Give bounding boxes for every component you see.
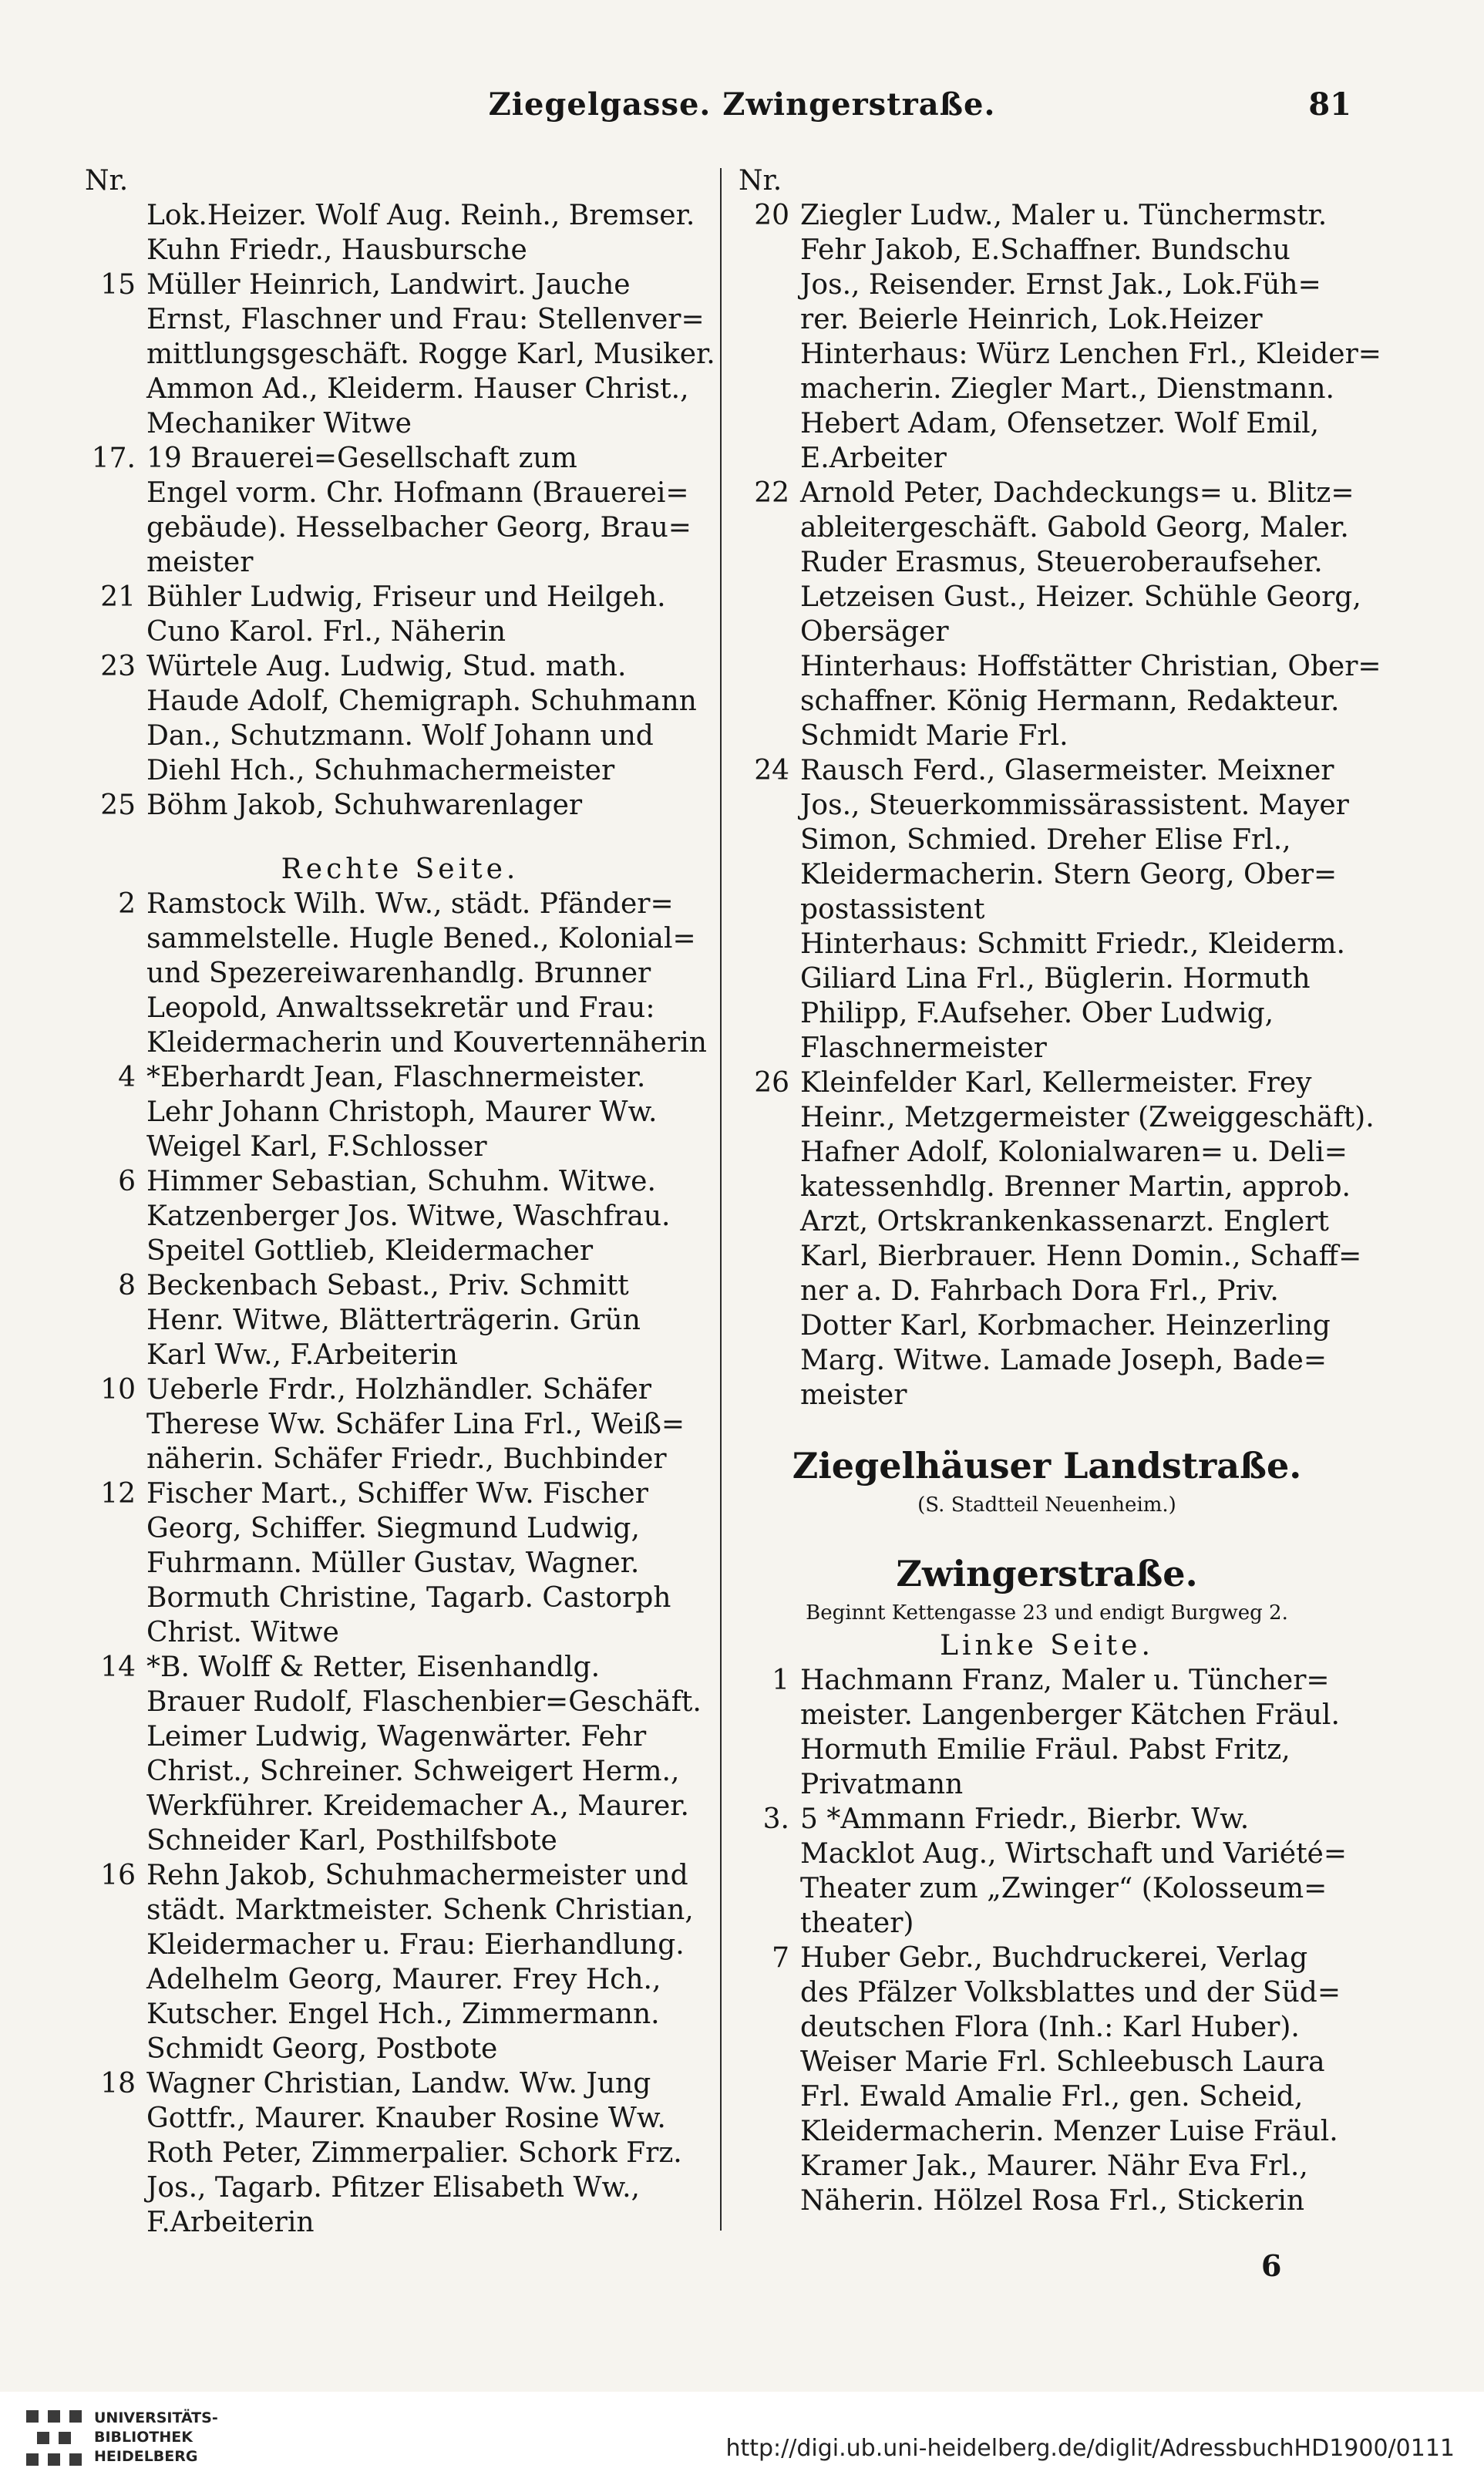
entry-text: Dan., Schutzmann. Wolf Johann und: [146, 720, 654, 752]
entry-line: [739, 476, 1355, 510]
entry-line: [85, 441, 715, 476]
house-number: 17.: [91, 443, 136, 474]
entry-line: [85, 1477, 715, 1511]
entry-line: [739, 857, 1355, 892]
spacer: [85, 823, 715, 852]
entry-line: [85, 2170, 715, 2205]
entry-line: [85, 406, 715, 441]
entry-text: *B. Wolff & Retter, Eisenhandlg.: [146, 1652, 601, 1683]
entry-line: [739, 615, 1355, 649]
entry-line: [739, 684, 1355, 719]
house-number: 18: [100, 2068, 136, 2099]
entry-text: Bühler Ludwig, Friseur und Heilgeh.: [146, 581, 666, 613]
entry-text: Christ., Schreiner. Schweigert Herm.,: [146, 1756, 680, 1787]
entry-line: [85, 1095, 715, 1130]
entry-text: Weigel Karl, F.Schlosser: [146, 1131, 487, 1163]
entry-text: Diehl Hch., Schuhmachermeister: [146, 755, 615, 786]
entry-text: Beckenbach Sebast., Priv. Schmitt: [146, 1270, 629, 1301]
entry-text: Engel vorm. Chr. Hofmann (Brauerei=: [146, 477, 689, 509]
entry-line: [739, 1204, 1355, 1239]
entry-line: [739, 268, 1355, 302]
entry-text: Hachmann Franz, Maler u. Tüncher=: [800, 1665, 1330, 1696]
entry-text: Katzenberger Jos. Witwe, Waschfrau.: [146, 1200, 671, 1232]
side-heading: Rechte Seite.: [281, 854, 520, 885]
entry-line: [739, 441, 1355, 476]
entry-line: [85, 545, 715, 580]
entry-text: Georg, Schiffer. Siegmund Ludwig,: [146, 1513, 640, 1544]
entry-line: [85, 1546, 715, 1581]
entry-text: Himmer Sebastian, Schuhm. Witwe.: [146, 1166, 656, 1197]
left-column: [85, 163, 715, 2240]
entry-text: Marg. Witwe. Lamade Joseph, Bade=: [800, 1345, 1328, 1376]
entry-text: Mechaniker Witwe: [146, 408, 412, 439]
entry-line: [85, 1303, 715, 1338]
entry-line: [739, 1802, 1355, 1837]
entry-text: 5 *Ammann Friedr., Bierbr. Ww.: [800, 1803, 1250, 1835]
entry-text: sammelstelle. Hugle Bened., Kolonial=: [146, 923, 696, 955]
entry-line: [739, 1274, 1355, 1308]
entry-text: Werkführer. Kreidemacher A., Maurer.: [146, 1790, 689, 1822]
entry-text: Roth Peter, Zimmerpalier. Schork Frz.: [146, 2137, 682, 2169]
entry-text: Fehr Jakob, E.Schaffner. Bundschu: [800, 234, 1291, 266]
entry-line: [739, 302, 1355, 337]
entry-text: Kleidermacherin. Menzer Luise Fräul.: [800, 2116, 1338, 2147]
entry-text: Letzeisen Gust., Heizer. Schühle Georg,: [800, 581, 1361, 613]
entry-line: [85, 1650, 715, 1685]
entry-line: [85, 887, 715, 921]
entry-text: näherin. Schäfer Friedr., Buchbinder: [146, 1443, 667, 1475]
entry-line: [85, 2066, 715, 2101]
house-number: 14: [100, 1652, 136, 1683]
entry-line: [85, 1372, 715, 1407]
entry-line: [739, 2114, 1355, 2149]
entry-line: [85, 1442, 715, 1477]
entry-line: [739, 719, 1355, 753]
entry-text: Heinr., Metzgermeister (Zweiggeschäft).: [800, 1102, 1375, 1133]
entry-line: [85, 719, 715, 753]
entry-text: Schmidt Georg, Postbote: [146, 2033, 498, 2065]
entry-line: [739, 1378, 1355, 1413]
entry-line: [739, 1732, 1355, 1767]
entry-text: Bormuth Christine, Tagarb. Castorph: [146, 1582, 671, 1614]
entry-line: [739, 2079, 1355, 2114]
entry-text: Jos., Tagarb. Pfitzer Elisabeth Ww.,: [146, 2172, 640, 2204]
entry-line: [739, 337, 1381, 372]
entry-line: [85, 1130, 715, 1164]
entry-line: [85, 1199, 715, 1234]
entry-text: Jos., Steuerkommissärassistent. Mayer: [800, 790, 1349, 821]
entry-text: Simon, Schmied. Dreher Elise Frl.,: [800, 824, 1291, 856]
entry-line: [85, 233, 715, 268]
entry-text: städt. Marktmeister. Schenk Christian,: [146, 1894, 694, 1926]
entry-text: mittlungsgeschäft. Rogge Karl, Musiker.: [146, 338, 715, 370]
entry-line: [85, 1511, 715, 1546]
entry-text: Jos., Reisender. Ernst Jak., Lok.Füh=: [800, 269, 1321, 301]
house-number: 25: [100, 790, 136, 821]
entry-text: Hinterhaus: Hoffstätter Christian, Ober=: [800, 651, 1381, 682]
entry-line: [739, 996, 1355, 1031]
house-number: 3.: [762, 1803, 789, 1835]
entry-line: [739, 788, 1355, 823]
entry-line: [739, 1308, 1355, 1343]
entry-line: [85, 302, 715, 337]
entry-text: Theater zum „Zwinger“ (Kolosseum=: [800, 1873, 1328, 1904]
entry-text: Näherin. Hölzel Rosa Frl., Stickerin: [800, 2185, 1305, 2217]
entry-text: Hebert Adam, Ofensetzer. Wolf Emil,: [800, 408, 1320, 439]
house-number: 23: [100, 651, 136, 682]
entry-text: Haude Adolf, Chemigraph. Schuhmann: [146, 685, 697, 717]
entry-line: [739, 1031, 1355, 1066]
entry-text: Obersäger: [800, 616, 949, 648]
entry-text: Ruder Erasmus, Steueroberaufseher.: [800, 547, 1323, 578]
entry-text: Kleinfelder Karl, Kellermeister. Frey: [800, 1067, 1312, 1099]
entry-line: [85, 1268, 715, 1303]
entry-line: [739, 1906, 1355, 1941]
entry-line: [85, 198, 715, 233]
entry-text: Böhm Jakob, Schuhwarenlager: [146, 790, 583, 821]
entry-text: Karl, Bierbrauer. Henn Domin., Schaff=: [800, 1241, 1362, 1272]
source-url[interactable]: http://digi.ub.uni-heidelberg.de/diglit/AdressbuchHD1900/0111: [725, 2435, 1455, 2462]
entry-line: [739, 1941, 1355, 1975]
house-number: 12: [100, 1478, 136, 1510]
entry-line: [85, 1823, 715, 1858]
entry-text: Christ. Witwe: [146, 1617, 339, 1648]
entry-line: [85, 1407, 715, 1442]
entry-line: [85, 372, 715, 406]
entry-line: [85, 991, 715, 1025]
entry-text: macherin. Ziegler Mart., Dienstmann.: [800, 373, 1334, 405]
entry-text: Ziegler Ludw., Maler u. Tünchermstr.: [800, 200, 1328, 231]
entry-text: katessenhdlg. Brenner Martin, approb.: [800, 1171, 1351, 1203]
entry-line: [85, 337, 715, 372]
entry-line: [85, 2101, 715, 2136]
entry-text: Hinterhaus: Würz Lenchen Frl., Kleider=: [800, 338, 1381, 370]
entry-line: [739, 1767, 1355, 1802]
entry-text: Frl. Ewald Amalie Frl., gen. Scheid,: [800, 2081, 1304, 2113]
entry-text: Ernst, Flaschner und Frau: Stellenver=: [146, 304, 705, 335]
entry-text: Ammon Ad., Kleiderm. Hauser Christ.,: [146, 373, 689, 405]
entry-text: Leimer Ludwig, Wagenwärter. Fehr: [146, 1721, 647, 1753]
entry-text: meister. Langenberger Kätchen Fräul.: [800, 1699, 1340, 1731]
spacer: [739, 1413, 1355, 1442]
entry-text: Brauer Rudolf, Flaschenbier=Geschäft.: [146, 1686, 702, 1718]
nr-label: Nr.: [85, 165, 129, 197]
entry-text: *Eberhardt Jean, Flaschnermeister.: [146, 1062, 646, 1093]
entry-line: [739, 406, 1355, 441]
entry-text: Macklot Aug., Wirtschaft und Variété=: [800, 1838, 1348, 1870]
entry-line: [85, 921, 715, 956]
entry-text: Wagner Christian, Landw. Ww. Jung: [146, 2068, 651, 2099]
entry-text: Kleidermacher u. Frau: Eierhandlung.: [146, 1929, 685, 1961]
street-note: (S. Stadtteil Neuenheim.): [917, 1493, 1176, 1517]
entry-text: deutschen Flora (Inh.: Karl Huber).: [800, 2012, 1300, 2043]
entry-line: [85, 1060, 715, 1095]
entry-line: [739, 649, 1381, 684]
entry-text: Flaschnermeister: [800, 1032, 1047, 1064]
entry-text: theater): [800, 1908, 914, 1939]
entry-line: [85, 1893, 715, 1928]
entry-text: Therese Ww. Schäfer Lina Frl., Weiß=: [146, 1409, 685, 1440]
entry-line: [85, 788, 715, 823]
entry-line: [739, 2149, 1355, 2184]
entry-text: Arnold Peter, Dachdeckungs= u. Blitz=: [800, 477, 1354, 509]
entry-line: [85, 1025, 715, 1060]
house-number: 1: [772, 1665, 789, 1696]
house-number: 10: [100, 1374, 136, 1406]
nr-label: Nr.: [739, 165, 782, 197]
house-number: 21: [100, 581, 136, 613]
entry-text: meister: [146, 547, 254, 578]
entry-line: [85, 684, 715, 719]
entry-line: [85, 1754, 715, 1789]
entry-text: Kuhn Friedr., Hausbursche: [146, 234, 527, 266]
house-number: 20: [754, 200, 789, 231]
entry-text: Lehr Johann Christoph, Maurer Ww.: [146, 1096, 658, 1128]
entry-line: [739, 580, 1361, 615]
house-number: 15: [100, 269, 136, 301]
entry-line: [85, 476, 715, 510]
sheet-number: 6: [1261, 2248, 1282, 2283]
right-column: [739, 163, 1381, 2218]
entry-text: Speitel Gottlieb, Kleidermacher: [146, 1235, 594, 1267]
library-name: UNIVERSITÄTS- BIBLIOTHEK HEIDELBERG: [94, 2409, 218, 2465]
entry-text: Kleidermacherin und Kouvertennäherin: [146, 1027, 707, 1059]
entry-line: [85, 1338, 715, 1372]
entry-line: [85, 615, 715, 649]
entry-line: [739, 1170, 1355, 1204]
entry-line: [85, 1928, 715, 1962]
entry-text: Adelhelm Georg, Maurer. Frey Hch.,: [146, 1964, 661, 1995]
house-number: 24: [754, 755, 789, 786]
entry-text: Lok.Heizer. Wolf Aug. Reinh., Bremser.: [146, 200, 695, 231]
entry-text: Gottfr., Maurer. Knauber Rosine Ww.: [146, 2103, 666, 2134]
house-number: 7: [772, 1942, 789, 1974]
entry-text: schaffner. König Hermann, Redakteur.: [800, 685, 1340, 717]
entry-text: Kutscher. Engel Hch., Zimmermann.: [146, 1998, 660, 2030]
entry-text: postassistent: [800, 894, 985, 925]
entry-text: Leopold, Anwaltssekretär und Frau:: [146, 992, 655, 1024]
running-title: Ziegelgasse. Zwingerstraße.: [488, 86, 996, 123]
entry-text: Hafner Adolf, Kolonialwaren= u. Deli=: [800, 1136, 1348, 1168]
entry-text: rer. Beierle Heinrich, Lok.Heizer: [800, 304, 1263, 335]
entry-text: 19 Brauerei=Gesellschaft zum: [146, 443, 577, 474]
entry-line: [739, 961, 1355, 996]
side-heading: Linke Seite.: [940, 1630, 1154, 1662]
entry-text: Kleidermacherin. Stern Georg, Ober=: [800, 859, 1338, 891]
column-divider: [720, 168, 722, 2231]
entry-text: Cuno Karol. Frl., Näherin: [146, 616, 506, 648]
entry-line: [85, 268, 715, 302]
entry-line: [739, 1343, 1355, 1378]
entry-text: Rausch Ferd., Glasermeister. Meixner: [800, 755, 1334, 786]
entry-line: [739, 1239, 1362, 1274]
entry-line: [739, 510, 1355, 545]
entry-line: [739, 1837, 1355, 1871]
entry-line: [739, 233, 1355, 268]
entry-text: ableitergeschäft. Gabold Georg, Maler.: [800, 512, 1349, 544]
entry-line: [739, 1100, 1375, 1135]
entry-line: [85, 1615, 715, 1650]
house-number: 2: [118, 888, 136, 920]
entry-text: F.Arbeiterin: [146, 2207, 315, 2238]
entry-line: [739, 1975, 1355, 2010]
entry-line: [739, 163, 1355, 198]
entry-line: [739, 1066, 1355, 1100]
house-number: 4: [118, 1062, 136, 1093]
entry-line: [85, 649, 715, 684]
entry-text: Philipp, F.Aufseher. Ober Ludwig,: [800, 998, 1274, 1029]
entry-line: [85, 2032, 715, 2066]
entry-line: [85, 2136, 715, 2170]
entry-text: Schmidt Marie Frl.: [800, 720, 1068, 752]
entry-line: [85, 1719, 715, 1754]
entry-text: Müller Heinrich, Landwirt. Jauche: [146, 269, 631, 301]
house-number: 6: [118, 1166, 136, 1197]
entry-line: [85, 1685, 715, 1719]
entry-line: [739, 927, 1355, 961]
entry-line: [739, 1135, 1355, 1170]
entry-text: E.Arbeiter: [800, 443, 947, 474]
entry-line: [739, 372, 1355, 406]
spacer: [739, 1520, 1355, 1550]
entry-text: Weiser Marie Frl. Schleebusch Laura: [800, 2046, 1325, 2078]
entry-text: des Pfälzer Volksblattes und der Süd=: [800, 1977, 1341, 2009]
library-logo-icon: [22, 2406, 86, 2470]
entry-text: Ueberle Frdr., Holzhändler. Schäfer: [146, 1374, 651, 1406]
entry-line: [739, 2010, 1355, 2045]
entry-line: [739, 1871, 1355, 1906]
entry-line: [739, 2184, 1355, 2218]
entry-text: Hormuth Emilie Fräul. Pabst Fritz,: [800, 1734, 1291, 1766]
entry-text: Henr. Witwe, Blätterträgerin. Grün: [146, 1305, 641, 1336]
page-header: [0, 86, 1484, 133]
house-number: 26: [754, 1067, 789, 1099]
entry-text: Kramer Jak., Maurer. Nähr Eva Frl.,: [800, 2150, 1308, 2182]
entry-line: [85, 956, 715, 991]
entry-line: [739, 823, 1355, 857]
entry-line: [85, 1581, 715, 1615]
entry-line: [85, 1234, 715, 1268]
entry-text: meister: [800, 1379, 907, 1411]
entry-line: [85, 163, 715, 198]
entry-line: [85, 1962, 715, 1997]
street-heading: Ziegelhäuser Landstraße.: [792, 1445, 1302, 1487]
house-number: 16: [100, 1860, 136, 1891]
entry-text: Giliard Lina Frl., Büglerin. Hormuth: [800, 963, 1311, 995]
entry-text: Hinterhaus: Schmitt Friedr., Kleiderm.: [800, 928, 1345, 960]
entry-text: Fischer Mart., Schiffer Ww. Fischer: [146, 1478, 648, 1510]
entry-line: [85, 1858, 715, 1893]
house-number: 8: [118, 1270, 136, 1301]
entry-line: [739, 545, 1355, 580]
street-note: Beginnt Kettengasse 23 und endigt Burgweg 2.: [806, 1601, 1288, 1625]
entry-line: [739, 1698, 1355, 1732]
entry-text: und Spezereiwarenhandlg. Brunner: [146, 958, 651, 989]
entry-line: [739, 2045, 1355, 2079]
entry-line: [85, 1164, 715, 1199]
entry-text: Würtele Aug. Ludwig, Stud. math.: [146, 651, 627, 682]
entry-line: [739, 753, 1355, 788]
entry-line: [739, 198, 1355, 233]
entry-text: Privatmann: [800, 1769, 964, 1800]
street-heading: Zwingerstraße.: [896, 1553, 1198, 1594]
entry-text: Karl Ww., F.Arbeiterin: [146, 1339, 458, 1371]
entry-text: Ramstock Wilh. Ww., städt. Pfänder=: [146, 888, 674, 920]
entry-line: [739, 892, 1355, 927]
entry-text: Fuhrmann. Müller Gustav, Wagner.: [146, 1547, 640, 1579]
entry-text: ner a. D. Fahrbach Dora Frl., Priv.: [800, 1275, 1279, 1307]
entry-text: Huber Gebr., Buchdruckerei, Verlag: [800, 1942, 1308, 1974]
entry-line: [85, 2205, 715, 2240]
page-number: 81: [1308, 86, 1351, 123]
entry-line: [85, 1997, 715, 2032]
entry-line: [739, 1663, 1355, 1698]
entry-text: Arzt, Ortskrankenkassenarzt. Englert: [800, 1206, 1329, 1237]
entry-line: [85, 1789, 715, 1823]
entry-line: [85, 580, 715, 615]
entry-text: Schneider Karl, Posthilfsbote: [146, 1825, 557, 1857]
entry-text: Rehn Jakob, Schuhmachermeister und: [146, 1860, 688, 1891]
entry-line: [85, 753, 715, 788]
entry-line: [85, 510, 715, 545]
entry-text: gebäude). Hesselbacher Georg, Brau=: [146, 512, 692, 544]
entry-text: Dotter Karl, Korbmacher. Heinzerling: [800, 1310, 1331, 1342]
house-number: 22: [754, 477, 789, 509]
